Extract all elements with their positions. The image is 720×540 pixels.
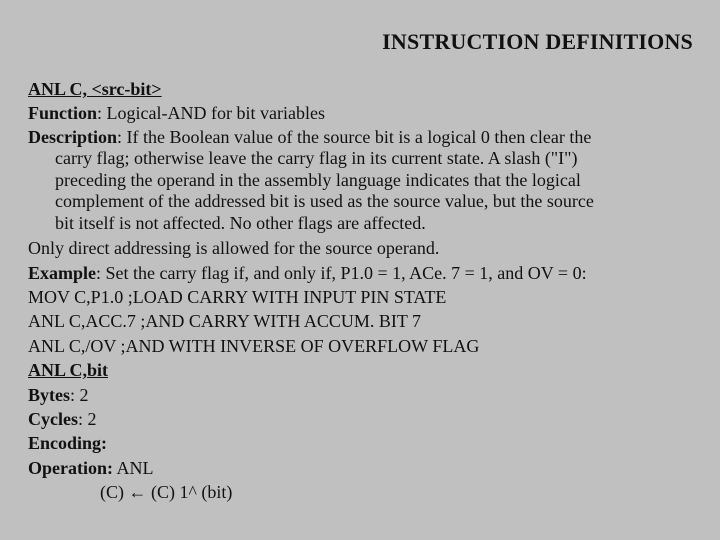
instruction-heading-src-bit: [28, 77, 668, 101]
function-label: Function: [28, 103, 98, 124]
example-label: Example: [28, 262, 97, 283]
cycles-label: Cycles: [28, 409, 78, 430]
description-line: carry flag; otherwise leave the carry flag in its current state. A slash ("I"): [55, 148, 578, 169]
function-line: [28, 101, 668, 125]
bytes-label: Bytes: [28, 384, 70, 405]
addressing-note: Only direct addressing is allowed for the source operand.: [28, 238, 440, 259]
operation-formula: (C) ← (C) 1^ (bit): [100, 482, 233, 503]
code-line: ANL C,/OV ;AND WITH INVERSE OF OVERFLOW FLAG: [28, 335, 480, 356]
heading-bit-text: ANL C,bit: [28, 360, 109, 381]
operation-line: [28, 456, 668, 480]
description-line: complement of the addressed bit is used as the source value, but the source: [55, 191, 594, 212]
bytes-text: : 2: [70, 384, 89, 405]
description-first-line: [28, 127, 668, 149]
cycles-line: [28, 407, 668, 431]
example-text: : Set the carry flag if, and only if, P1.0 = 1, ACe. 7 = 1, and OV = 0:: [96, 262, 587, 283]
description-line: preceding the operand in the assembly language indicates that the logical: [55, 169, 581, 190]
code-line: MOV C,P1.0 ;LOAD CARRY WITH INPUT PIN STATE: [28, 287, 447, 308]
function-text: : Logical-AND for bit variables: [97, 103, 325, 124]
description-block: [28, 127, 668, 235]
heading-src-bit-text: ANL C, <src-bit>: [28, 79, 162, 99]
instruction-heading-bit: [28, 358, 668, 382]
operation-text: ANL: [113, 457, 154, 478]
description-first-text: : If the Boolean value of the source bit is a logical 0 then clear the: [117, 126, 592, 147]
description-line: bit itself is not affected. No other flags are affected.: [55, 212, 426, 233]
slide-content: [28, 77, 668, 505]
bytes-line: [28, 383, 668, 407]
cycles-text: : 2: [77, 409, 97, 430]
example-line: [28, 261, 668, 285]
page-title: INSTRUCTION DEFINITIONS: [382, 29, 693, 54]
encoding-label: Encoding:: [28, 433, 108, 454]
encoding-line: [28, 431, 668, 455]
description-label: Description: [28, 126, 117, 147]
operation-label: Operation:: [28, 457, 113, 478]
code-line: ANL C,ACC.7 ;AND CARRY WITH ACCUM. BIT 7: [28, 311, 422, 332]
